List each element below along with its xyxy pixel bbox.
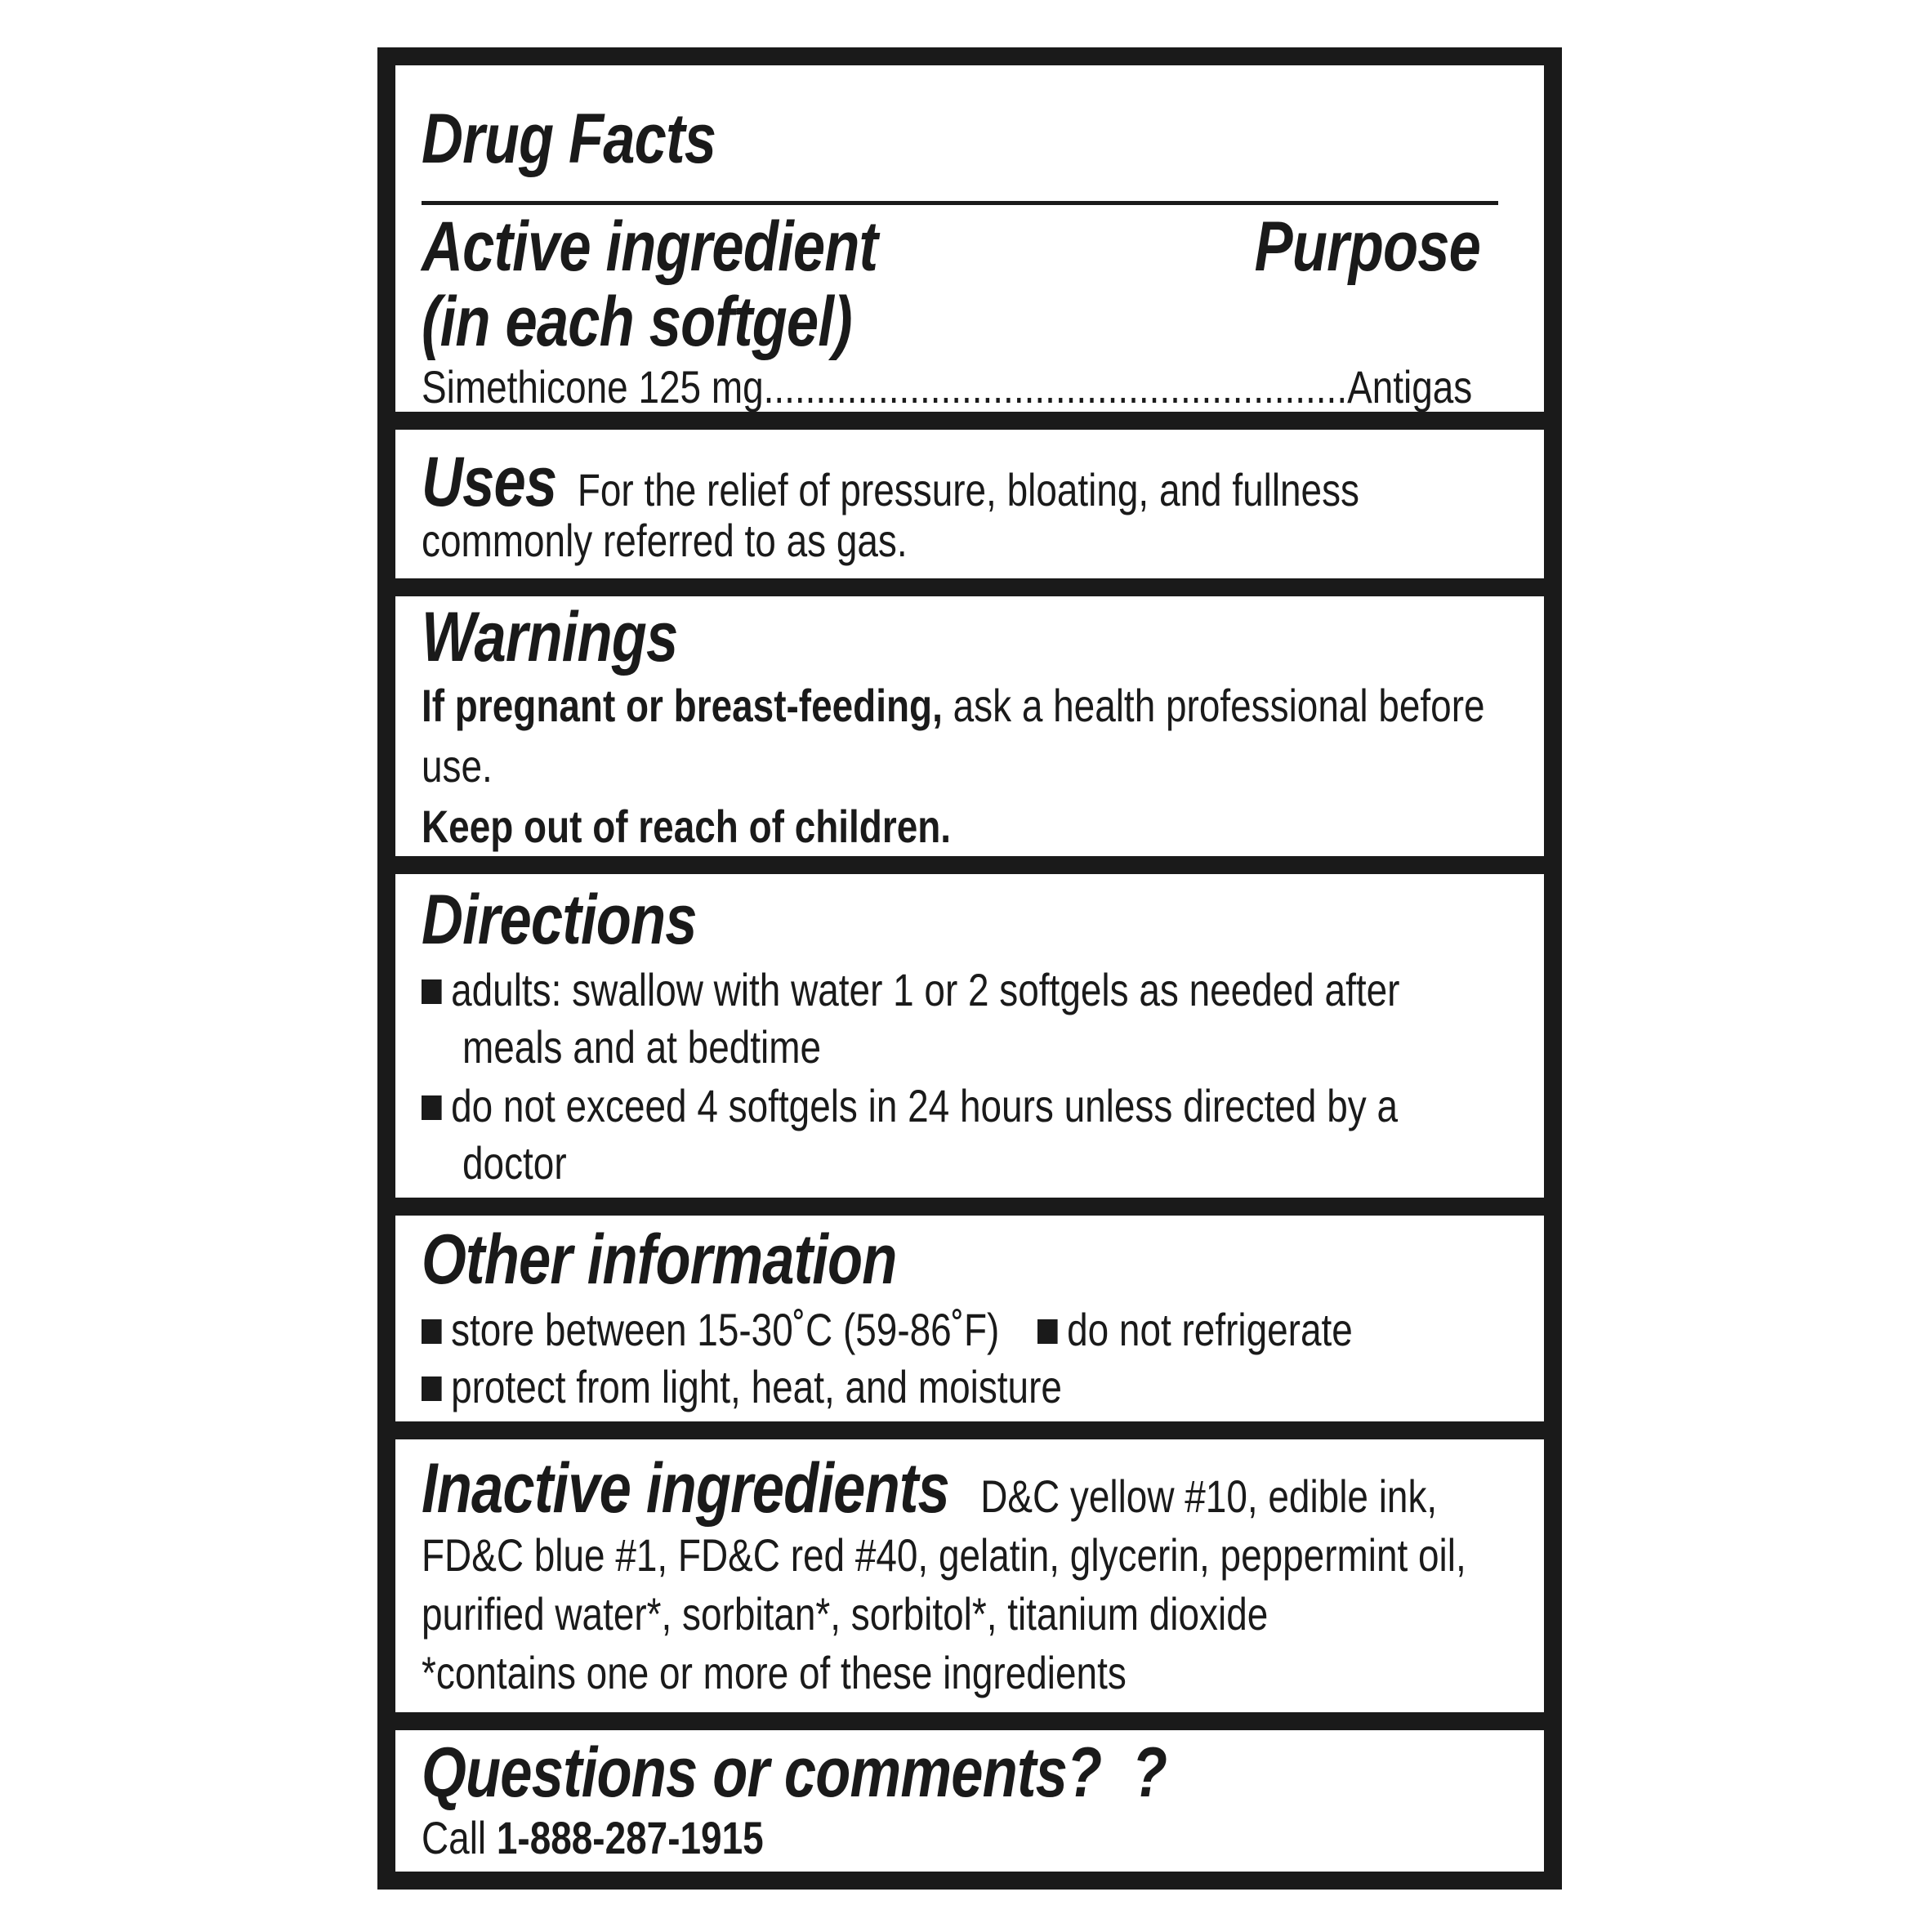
drug-facts-label	[377, 47, 1562, 1890]
bullet-square-icon	[422, 1095, 442, 1120]
directions-item1-line2: meals and at bedtime	[462, 1021, 822, 1073]
questions-panel	[395, 1730, 1544, 1872]
inactive-ingredients-note: *contains one or more of these ingredients	[422, 1647, 1127, 1698]
protect-from-light: protect from light, heat, and moisture	[451, 1361, 1062, 1412]
keep-out-of-reach: Keep out of reach of children.	[422, 801, 952, 852]
inactive-ingredients-line2: FD&C blue #1, FD&C red #40, gelatin, glycerin, peppermint oil,	[422, 1529, 1466, 1581]
storage-temperature: store between 15-30˚C (59-86˚F)	[451, 1304, 1000, 1355]
warnings-panel	[395, 596, 1544, 856]
directions-heading: Directions	[422, 881, 697, 959]
call-label: Call	[422, 1812, 487, 1863]
phone-number: 1-888-287-1915	[496, 1812, 764, 1863]
active-ingredient-panel	[395, 65, 1544, 412]
questions-heading-suffix: ?	[1131, 1733, 1167, 1812]
inactive-ingredients-panel	[395, 1439, 1544, 1712]
uses-panel	[395, 430, 1544, 578]
uses-text-line1: For the relief of pressure, bloating, and fullness	[577, 464, 1360, 515]
uses-heading: Uses	[422, 443, 557, 521]
inactive-ingredients-line3: purified water*, sorbitan*, sorbitol*, titanium dioxide	[422, 1588, 1269, 1640]
directions-item1-line1: adults: swallow with water 1 or 2 softgels as needed after	[451, 964, 1400, 1015]
other-info-item	[422, 1304, 999, 1356]
other-info-item	[422, 1361, 1062, 1413]
purpose-heading: Purpose	[1254, 207, 1480, 286]
pregnancy-warning-text: ask a health professional before	[942, 680, 1485, 731]
uses-text-line2: commonly referred to as gas.	[422, 515, 908, 566]
directions-item2-line2: doctor	[462, 1137, 567, 1189]
bullet-square-icon	[1037, 1319, 1058, 1344]
drug-facts-title: Drug Facts	[422, 100, 716, 178]
ingredient-purpose: Antigas	[1347, 361, 1473, 413]
do-not-refrigerate: do not refrigerate	[1067, 1304, 1353, 1355]
inactive-ingredients-heading: Inactive ingredients	[422, 1449, 949, 1528]
bullet-square-icon	[422, 1376, 442, 1401]
warnings-heading: Warnings	[422, 598, 678, 676]
ingredient-name: Simethicone 125 mg	[422, 361, 764, 413]
other-info-item	[1037, 1304, 1353, 1356]
leader-dots: ........................................................	[763, 361, 1348, 413]
other-information-heading: Other information	[422, 1220, 897, 1299]
active-ingredient-subheading: (in each softgel)	[422, 283, 852, 361]
questions-heading: Questions or comments?	[422, 1733, 1102, 1812]
bullet-square-icon	[422, 979, 442, 1004]
directions-item2-line1: do not exceed 4 softgels in 24 hours unless directed by a	[451, 1080, 1399, 1131]
directions-item	[422, 1080, 1398, 1132]
bullet-square-icon	[422, 1319, 442, 1344]
pregnancy-warning-continued: use.	[422, 740, 493, 792]
pregnancy-warning-lead: If pregnant or breast-feeding,	[422, 680, 943, 731]
active-ingredient-heading: Active ingredient	[422, 207, 878, 286]
title-divider	[422, 201, 1498, 205]
directions-panel	[395, 874, 1544, 1198]
directions-item	[422, 964, 1399, 1016]
other-information-panel	[395, 1216, 1544, 1421]
active-ingredient-row	[422, 361, 1472, 413]
inactive-ingredients-line1: D&C yellow #10, edible ink,	[980, 1470, 1438, 1522]
